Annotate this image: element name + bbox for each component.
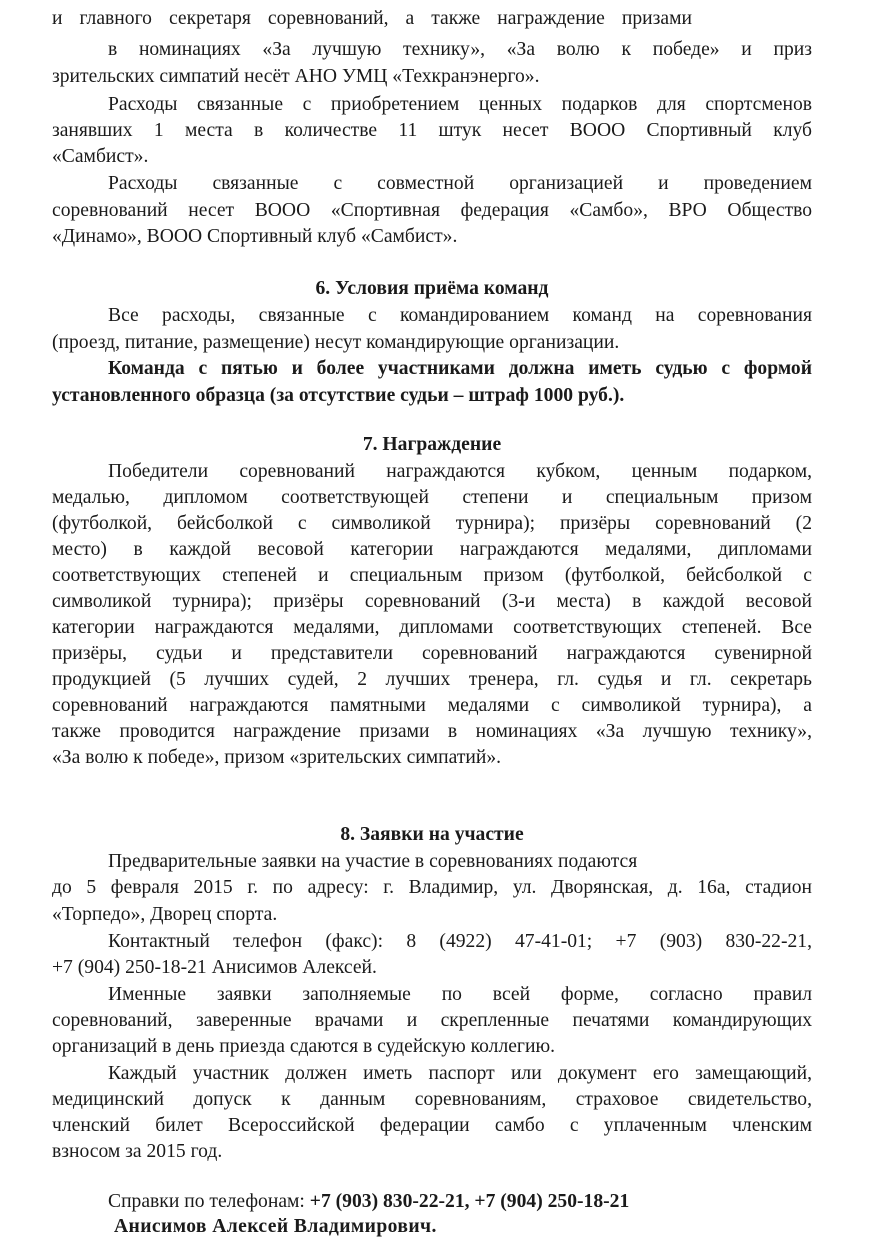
intro-line-1: и главного секретаря соревнований, а также награждение призами: [52, 8, 692, 29]
section-8-participant-line-4: взносом за 2015 год.: [52, 1141, 223, 1162]
section-8-applications-line-3: «Торпедо», Дворец спорта.: [52, 904, 278, 925]
section-6-line-1: Все расходы, связанные с командированием команд на соревнования: [108, 305, 812, 326]
section-8-participant-line-2: медицинский допуск к данным соревнованиям, страховое свидетельство,: [52, 1089, 812, 1110]
footer-contact-name: Анисимов Алексей Владимирович.: [114, 1216, 437, 1237]
section-8-named-line-1: Именные заявки заполняемые по всей форме, согласно правил: [108, 984, 812, 1005]
section-7-line: место) в каждой весовой категории награждаются медалями, дипломами: [52, 539, 812, 560]
footer-phone-label: Справки по телефонам:: [108, 1191, 305, 1212]
section-7-line: призёры, судьи и представители соревнований награждаются сувенирной: [52, 643, 812, 664]
section-8-named-line-3: организаций в день приезда сдаются в судейскую коллегию.: [52, 1036, 555, 1057]
section-7-line: соревнований награждаются памятными медалями с символикой турнира), а: [52, 695, 812, 716]
section-7-line: продукцией (5 лучших судей, 2 лучших тренера, гл. судья и гл. секретарь: [52, 669, 812, 690]
intro-paragraph-2-line-2: занявших 1 места в количестве 11 штук несет ВООО Спортивный клуб: [52, 120, 812, 141]
section-8-participant-line-3: членский билет Всероссийской федерации самбо с уплаченным членским: [52, 1115, 812, 1136]
intro-paragraph-3-line-3: «Динамо», ВООО Спортивный клуб «Самбист».: [52, 226, 458, 247]
section-7-line: «За волю к победе», призом «зрительских симпатий».: [52, 747, 502, 768]
section-7-heading: 7. Награждение: [362, 434, 502, 455]
intro-line-3: зрительских симпатий несёт АНО УМЦ «Техкранэнерго».: [52, 66, 540, 87]
section-8-participant-line-1: Каждый участник должен иметь паспорт или документ его замещающий,: [108, 1063, 812, 1084]
section-7-line: категории награждаются медалями, дипломами соответствующих степеней. Все: [52, 617, 812, 638]
section-6-bold-line-2: установленного образца (за отсутствие судьи – штраф 1000 руб.).: [52, 385, 625, 406]
intro-paragraph-2-line-3: «Самбист».: [52, 146, 149, 167]
section-8-named-line-2: соревнований, заверенные врачами и скрепленные печатями командирующих: [52, 1010, 812, 1031]
section-7-line: Победители соревнований награждаются кубком, ценным подарком,: [108, 461, 812, 482]
section-8-contact-line-2: +7 (904) 250-18-21 Анисимов Алексей.: [52, 957, 377, 978]
section-8-contact-line-1: Контактный телефон (факс): 8 (4922) 47-41-01; +7 (903) 830-22-21,: [108, 931, 812, 952]
footer-phone-numbers: +7 (903) 830-22-21, +7 (904) 250-18-21: [309, 1191, 630, 1212]
intro-paragraph-3-line-1: Расходы связанные с совместной организацией и проведением: [108, 173, 812, 194]
section-8-applications-line-2: до 5 февраля 2015 г. по адресу: г. Владимир, ул. Дворянская, д. 16а, стадион: [52, 877, 812, 898]
section-7-line: соответствующих степеней и специальным призом (футболкой, бейсболкой с: [52, 565, 812, 586]
section-7-line: медалью, дипломом соответствующей степени и специальным призом: [52, 487, 812, 508]
section-7-line: символикой турнира); призёры соревнований (3-и места) в каждой весовой: [52, 591, 812, 612]
section-8-heading: 8. Заявки на участие: [340, 824, 524, 845]
section-7-line: также проводится награждение призами в номинациях «За лучшую технику»,: [52, 721, 812, 742]
intro-line-2: в номинациях «За лучшую технику», «За волю к победе» и приз: [108, 39, 812, 60]
intro-paragraph-2-line-1: Расходы связанные с приобретением ценных подарков для спортсменов: [108, 94, 812, 115]
section-7-line: (футболкой, бейсболкой с символикой турнира); призёры соревнований (2: [52, 513, 812, 534]
intro-paragraph-3-line-2: соревнований несет ВООО «Спортивная федерация «Самбо», ВРО Общество: [52, 200, 812, 221]
section-6-line-2: (проезд, питание, размещение) несут командирующие организации.: [52, 332, 620, 353]
section-6-bold-line-1: Команда с пятью и более участниками должна иметь судью с формой: [108, 358, 812, 379]
section-6-heading: 6. Условия приёма команд: [315, 278, 549, 299]
section-8-applications-line-1: Предварительные заявки на участие в соревнованиях подаются: [108, 851, 638, 872]
footer-phone-line: [108, 1189, 629, 1215]
